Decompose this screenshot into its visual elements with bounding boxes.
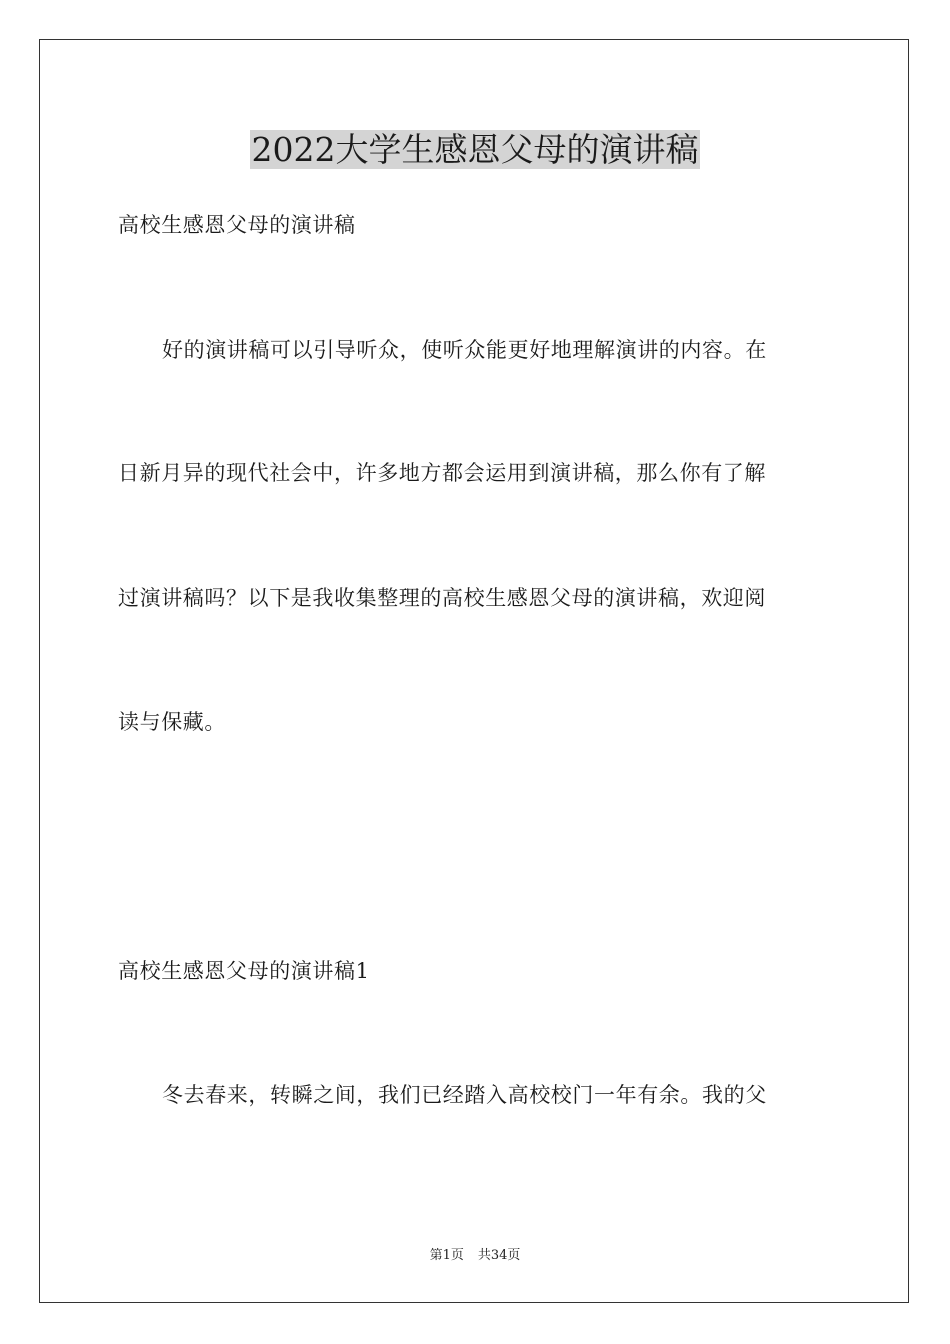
document-title xyxy=(0,128,950,172)
paragraph-line: 日新月异的现代社会中，许多地方都会运用到演讲稿，那么你有了解 xyxy=(118,461,766,485)
page-number: 第1页 xyxy=(429,1248,464,1263)
paragraph-line: 冬去春来，转瞬之间，我们已经踏入高校校门一年有余。我的父 xyxy=(162,1083,767,1107)
paragraph-line: 过演讲稿吗？以下是我收集整理的高校生感恩父母的演讲稿，欢迎阅 xyxy=(118,586,766,610)
document-subtitle: 高校生感恩父母的演讲稿 xyxy=(118,213,356,237)
section-heading: 高校生感恩父母的演讲稿1 xyxy=(118,959,370,983)
page-total: 共34页 xyxy=(477,1248,521,1263)
paragraph-line: 好的演讲稿可以引导听众，使听众能更好地理解演讲的内容。在 xyxy=(162,338,767,362)
paragraph-line: 读与保藏。 xyxy=(118,710,226,734)
document-title-text: 2022大学生感恩父母的演讲稿 xyxy=(251,130,699,169)
page-footer xyxy=(0,1247,950,1265)
